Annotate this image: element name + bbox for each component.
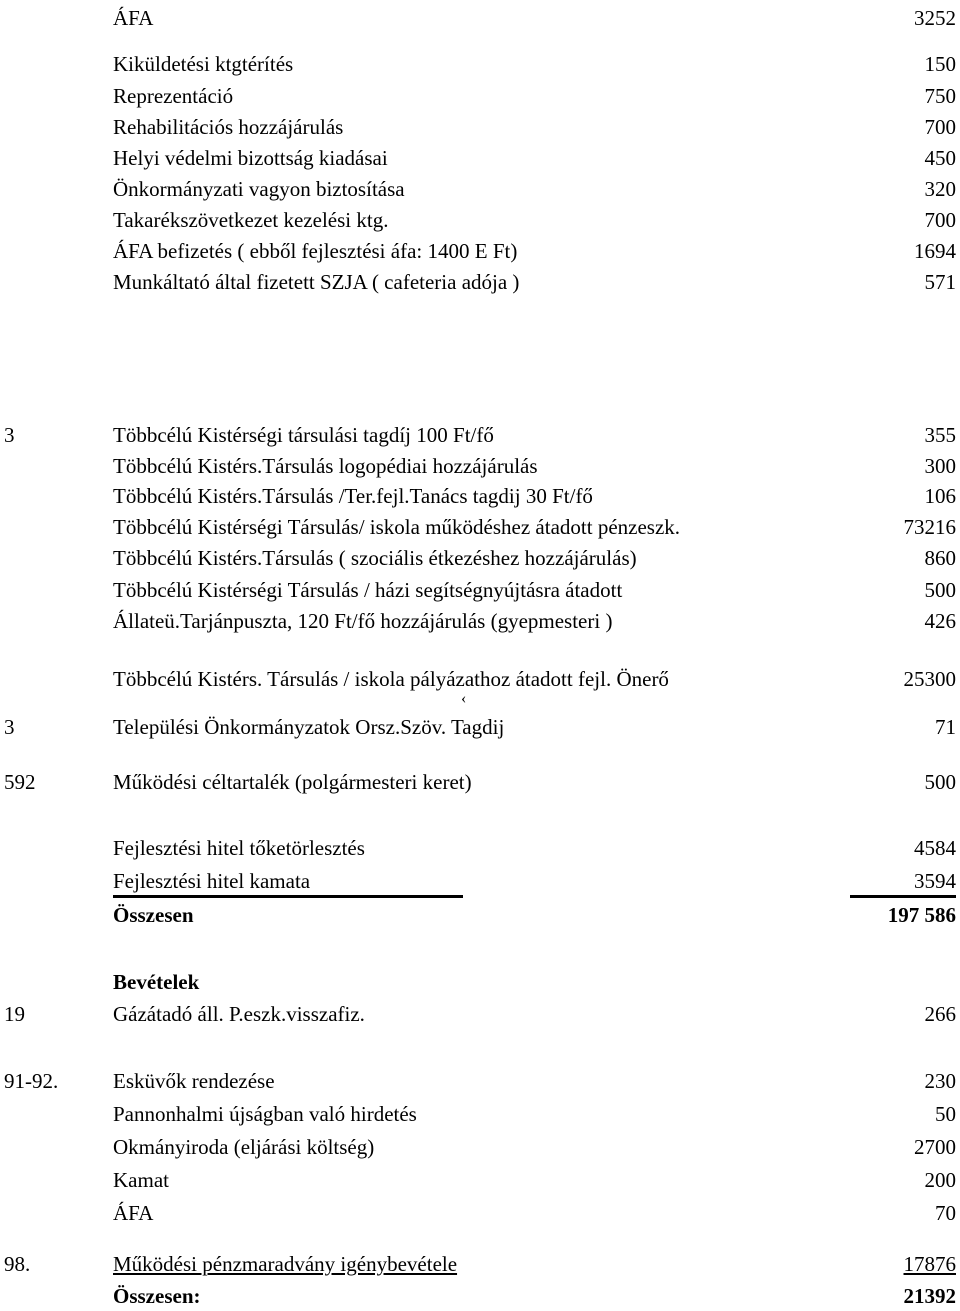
row-amount: 2700 bbox=[914, 1135, 956, 1159]
row-osszesen-kiadas bbox=[0, 900, 960, 930]
row-ter-fejl-tanacs bbox=[0, 481, 960, 511]
row-description: ÁFA bbox=[113, 1201, 154, 1225]
row-iskola-mukodes bbox=[0, 512, 960, 542]
row-description: Többcélú Kistérs.Társulás /Ter.fejl.Tanács tagdij 30 Ft/fő bbox=[113, 484, 593, 508]
underline-rule bbox=[113, 895, 463, 898]
row-kikuldetesi bbox=[0, 49, 960, 79]
row-description: Többcélú Kistérségi Társulás / házi segítségnyújtásra átadott bbox=[113, 578, 623, 602]
row-description: Gázátadó áll. P.eszk.visszafiz. bbox=[113, 1002, 365, 1026]
row-osszesen-bevetel bbox=[0, 1281, 960, 1311]
row-ujsag-hirdetes bbox=[0, 1099, 960, 1129]
row-reprezentacio bbox=[0, 81, 960, 111]
row-afa-bevetel bbox=[0, 1198, 960, 1228]
row-description: Önkormányzati vagyon biztosítása bbox=[113, 177, 405, 201]
row-description: Pannonhalmi újságban való hirdetés bbox=[113, 1102, 417, 1126]
row-hitel-toketorlesztes bbox=[0, 833, 960, 863]
row-kamat bbox=[0, 1165, 960, 1195]
row-description: Fejlesztési hitel tőketörlesztés bbox=[113, 836, 365, 860]
row-description: Állateü.Tarjánpuszta, 120 Ft/fő hozzájárulás (gyepmesteri ) bbox=[113, 609, 613, 633]
row-vagyon-biztositas bbox=[0, 174, 960, 204]
row-amount: 426 bbox=[924, 609, 956, 633]
underline-rule bbox=[850, 895, 956, 898]
row-description: Esküvők rendezése bbox=[113, 1069, 275, 1093]
row-amount: 700 bbox=[924, 208, 956, 232]
row-afa-befizetes bbox=[0, 236, 960, 266]
row-description: Fejlesztési hitel kamata bbox=[113, 869, 311, 893]
row-amount: 200 bbox=[924, 1168, 956, 1192]
row-description: Működési céltartalék (polgármesteri keret) bbox=[113, 770, 472, 794]
row-amount: 3252 bbox=[914, 6, 956, 30]
row-description: Többcélú Kistérségi Társulás/ iskola működéshez átadott pénzeszk. bbox=[113, 515, 681, 539]
row-szocialis-etkezes bbox=[0, 543, 960, 573]
row-amount: 17876 bbox=[903, 1252, 956, 1276]
row-helyi-vedelmi bbox=[0, 143, 960, 173]
row-amount: 355 bbox=[924, 423, 956, 447]
row-description: Többcélú Kistérs. Társulás / iskola pályázathoz átadott fejl. Önerő bbox=[113, 667, 669, 691]
row-gazatado bbox=[0, 999, 960, 1029]
row-amount: 266 bbox=[924, 1002, 956, 1026]
row-description: Munkáltató által fizetett SZJA ( cafeteria adója ) bbox=[113, 270, 520, 294]
row-description: Reprezentáció bbox=[113, 84, 234, 108]
row-takarekszovetkezet bbox=[0, 205, 960, 235]
row-description: ÁFA befizetés ( ebből fejlesztési áfa: 1400 E Ft) bbox=[113, 239, 518, 263]
row-amount: 320 bbox=[924, 177, 956, 201]
row-description: Összesen bbox=[113, 903, 194, 927]
row-allategeszsegugy bbox=[0, 606, 960, 636]
row-amount: 750 bbox=[924, 84, 956, 108]
row-okmanyiroda bbox=[0, 1132, 960, 1162]
row-amount: 106 bbox=[924, 484, 956, 508]
row-orszagos-szovetseg bbox=[0, 712, 960, 742]
row-penzmaradvany bbox=[0, 1249, 960, 1279]
row-amount: 71 bbox=[935, 715, 956, 739]
row-description: Takarékszövetkezet kezelési ktg. bbox=[113, 208, 389, 232]
row-amount: 197 586 bbox=[887, 903, 956, 927]
row-hazi-segitsegnyujtas bbox=[0, 575, 960, 605]
row-description: Okmányiroda (eljárási költség) bbox=[113, 1135, 375, 1159]
row-code: 3 bbox=[4, 423, 15, 447]
row-code: 19 bbox=[4, 1002, 25, 1026]
row-description: Kamat bbox=[113, 1168, 169, 1192]
row-description: Települési Önkormányzatok Orsz.Szöv. Tagdij bbox=[113, 715, 505, 739]
row-code: 592 bbox=[4, 770, 36, 794]
row-amount: 25300 bbox=[903, 667, 956, 691]
row-celtartalek bbox=[0, 767, 960, 797]
row-kistersegi-tagdij bbox=[0, 420, 960, 450]
row-amount: 500 bbox=[924, 770, 956, 794]
section-heading: Bevételek bbox=[113, 970, 200, 994]
row-description: Kiküldetési ktgtérítés bbox=[113, 52, 294, 76]
row-description: Többcélú Kistérs.Társulás logopédiai hozzájárulás bbox=[113, 454, 538, 478]
row-amount: 70 bbox=[935, 1201, 956, 1225]
row-amount: 860 bbox=[924, 546, 956, 570]
row-afa bbox=[0, 3, 960, 33]
row-palyazat-onero bbox=[0, 664, 960, 694]
row-amount: 3594 bbox=[914, 869, 956, 893]
section-heading-bevetelek bbox=[0, 967, 960, 997]
row-szja bbox=[0, 267, 960, 297]
row-amount: 50 bbox=[935, 1102, 956, 1126]
row-code: 91-92. bbox=[4, 1069, 59, 1093]
row-description: Többcélú Kistérségi társulási tagdíj 100 Ft/fő bbox=[113, 423, 494, 447]
row-code: 3 bbox=[4, 715, 15, 739]
row-amount: 1694 bbox=[914, 239, 956, 263]
row-description: Többcélú Kistérs.Társulás ( szociális étkezéshez hozzájárulás) bbox=[113, 546, 637, 570]
row-amount: 300 bbox=[924, 454, 956, 478]
row-description: ÁFA bbox=[113, 6, 154, 30]
row-amount: 571 bbox=[924, 270, 956, 294]
row-amount: 150 bbox=[924, 52, 956, 76]
row-amount: 230 bbox=[924, 1069, 956, 1093]
row-amount: 73216 bbox=[903, 515, 956, 539]
scan-mark: ‹ bbox=[461, 690, 467, 707]
row-description: Rehabilitációs hozzájárulás bbox=[113, 115, 344, 139]
row-amount: 700 bbox=[924, 115, 956, 139]
row-amount: 4584 bbox=[914, 836, 956, 860]
row-description: Működési pénzmaradvány igénybevétele bbox=[113, 1252, 458, 1276]
row-amount: 450 bbox=[924, 146, 956, 170]
row-rehabilitacios bbox=[0, 112, 960, 142]
row-description: Helyi védelmi bizottság kiadásai bbox=[113, 146, 388, 170]
row-code: 98. bbox=[4, 1252, 31, 1276]
row-eskuvok bbox=[0, 1066, 960, 1096]
row-logopediai bbox=[0, 451, 960, 481]
row-hitel-kamata bbox=[0, 866, 960, 896]
row-amount: 21392 bbox=[903, 1284, 956, 1308]
row-amount: 500 bbox=[924, 578, 956, 602]
row-description: Összesen: bbox=[113, 1284, 201, 1308]
